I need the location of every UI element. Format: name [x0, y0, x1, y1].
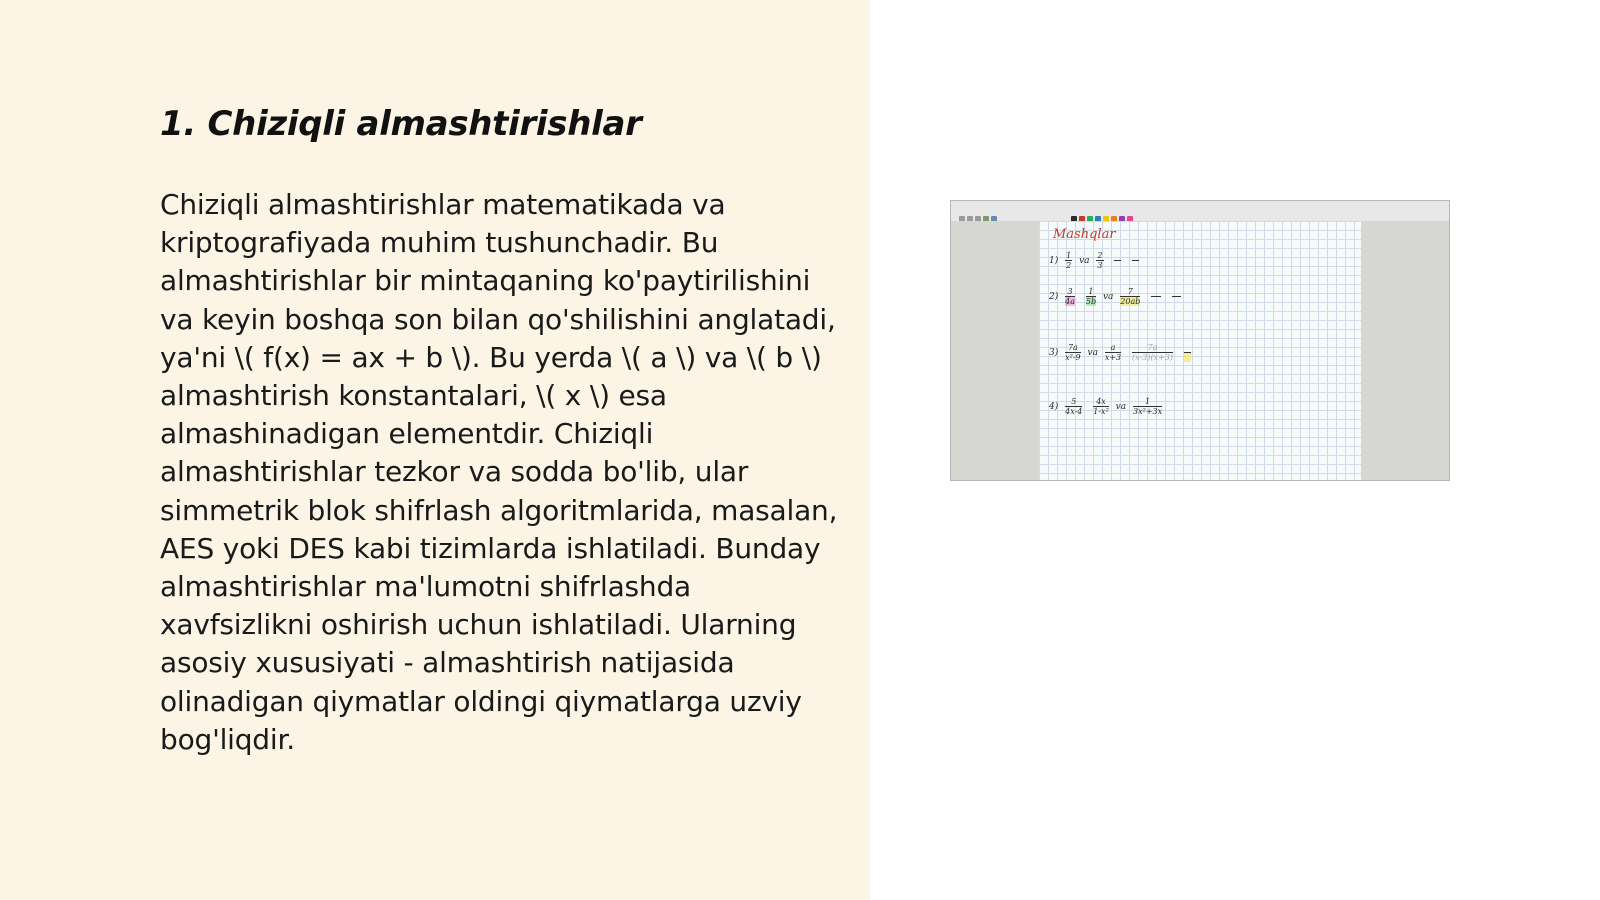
sheet-heading: Mashqlar	[1053, 227, 1116, 242]
color-palette	[1071, 207, 1135, 214]
slide-title: 1. Chiziqli almashtirishlar	[160, 104, 642, 144]
grid-sheet	[1039, 221, 1361, 481]
screenshot-right-margin	[1359, 221, 1449, 481]
screenshot-left-margin	[951, 221, 1039, 481]
exercise-4: 4) $\frac{5}{4x-4}$ $\frac{4x}{\text{1-x²}}$ va $\frac{1}{\text{3x²+3x}}$	[1049, 397, 1163, 416]
exercise-1: 1) $\frac{1}{2}$ va $\frac{2}{3}$	[1049, 251, 1143, 270]
toolbar-icons	[959, 207, 999, 214]
exercise-3: 3) $\frac{7a}{\text{x²-9}}$ va $\frac{a}{x+3}$ $\frac{7a}{(x-3)(x+3)}$	[1049, 343, 1195, 362]
screenshot-toolbar	[951, 201, 1449, 222]
worksheet-screenshot	[950, 200, 1450, 481]
exercise-2: 2) $\frac{3}{4a}$ $\frac{1}{5b}$ va $\frac{7}{20ab}$	[1049, 287, 1185, 306]
slide-body-text: Chiziqli almashtirishlar matematikada va kriptografiyada muhim tushunchadir. Bu almashtirishlar bir mintaqaning ko'paytirilishini va keyin boshqa son bilan qo'shilishini anglatadi, ya'ni \( f(x) = ax + b \). Bu yerda \( a \) va \( b \) almashtirish konstantalari, \( x \) esa almashinadigan elementdir. Chiziqli almashtirishlar tezkor va sodda bo'lib, ular simmetrik blok shifrlash algoritmlarida, masalan, AES yoki DES kabi tizimlarda ishlatiladi. Bunday almashtirishlar ma'lumotni shifrlashda xavfsizlikni oshirish uchun ishlatiladi. Ularning asosiy xususiyati - almashtirish natijasida olinadigan qiymatlar oldingi qiymatlarga uzviy bog'liqdir.	[160, 188, 838, 756]
